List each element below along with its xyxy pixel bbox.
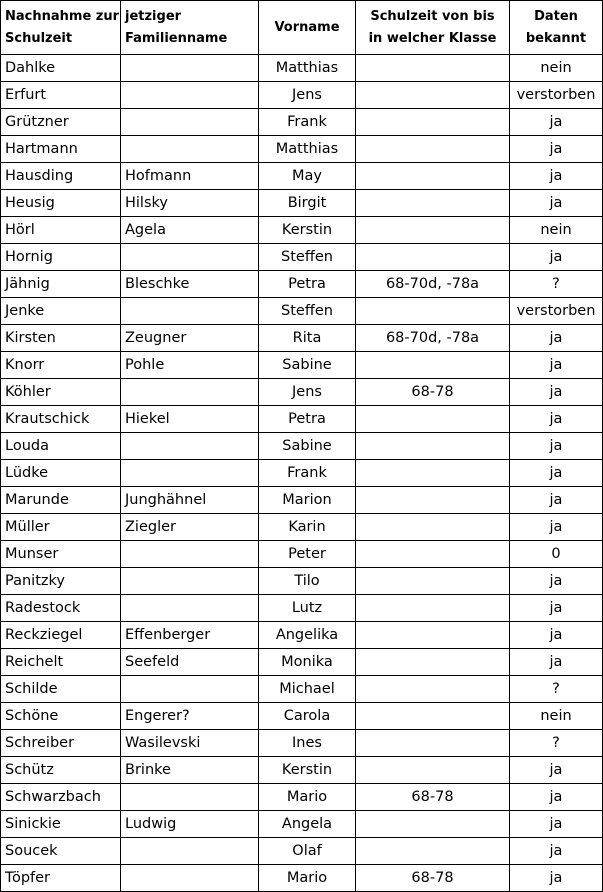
table-row [1,676,603,703]
table-row [1,865,603,892]
cell-familienname [121,298,259,325]
table-row [1,379,603,406]
cell-vorname: Kerstin [259,757,356,784]
cell-daten: nein [510,217,603,244]
cell-vorname: Jens [259,82,356,109]
cell-familienname [121,568,259,595]
cell-schulzeit [356,244,510,271]
cell-vorname: Carola [259,703,356,730]
cell-vorname: Frank [259,460,356,487]
cell-daten: ja [510,379,603,406]
cell-nachname: Jähnig [1,271,121,298]
cell-familienname: Hiekel [121,406,259,433]
header-schulzeit-line2: in welcher Klasse [368,30,497,46]
cell-schulzeit [356,838,510,865]
cell-schulzeit [356,82,510,109]
cell-daten: ja [510,352,603,379]
cell-daten: verstorben [510,82,603,109]
table-row [1,163,603,190]
cell-familienname [121,109,259,136]
table-row [1,460,603,487]
cell-schulzeit: 68-70d, -78a [356,325,510,352]
cell-nachname: Müller [1,514,121,541]
table-row [1,109,603,136]
cell-daten: ja [510,568,603,595]
table-row [1,622,603,649]
table-row [1,433,603,460]
cell-familienname: Wasilevski [121,730,259,757]
cell-vorname: Matthias [259,55,356,82]
cell-daten: ja [510,109,603,136]
cell-daten: ja [510,325,603,352]
cell-vorname: Mario [259,784,356,811]
cell-schulzeit [356,136,510,163]
header-nachname [1,1,121,55]
cell-daten: ja [510,622,603,649]
cell-schulzeit: 68-78 [356,865,510,892]
cell-schulzeit [356,487,510,514]
cell-vorname: Sabine [259,433,356,460]
header-nachname-line1: Nachnahme zur [5,8,120,24]
header-familienname-line1: jetziger [125,8,182,24]
cell-vorname: Matthias [259,136,356,163]
cell-daten: ? [510,676,603,703]
table-row [1,838,603,865]
table-row [1,514,603,541]
cell-nachname: Sinickie [1,811,121,838]
table-row [1,487,603,514]
cell-familienname [121,244,259,271]
cell-daten: ja [510,190,603,217]
table-row [1,55,603,82]
cell-nachname: Kirsten [1,325,121,352]
cell-familienname [121,595,259,622]
cell-daten: ja [510,595,603,622]
cell-familienname [121,55,259,82]
cell-familienname: Ziegler [121,514,259,541]
cell-vorname: May [259,163,356,190]
cell-vorname: Monika [259,649,356,676]
cell-daten: ja [510,433,603,460]
cell-nachname: Heusig [1,190,121,217]
cell-daten: ja [510,838,603,865]
table-row [1,298,603,325]
cell-nachname: Radestock [1,595,121,622]
cell-familienname: Brinke [121,757,259,784]
cell-schulzeit [356,163,510,190]
cell-schulzeit [356,541,510,568]
cell-schulzeit [356,622,510,649]
table-row [1,811,603,838]
cell-daten: ja [510,406,603,433]
cell-nachname: Hörl [1,217,121,244]
cell-schulzeit [356,298,510,325]
cell-nachname: Louda [1,433,121,460]
cell-schulzeit [356,190,510,217]
cell-schulzeit: 68-70d, -78a [356,271,510,298]
cell-schulzeit [356,352,510,379]
cell-schulzeit [356,676,510,703]
cell-daten: ja [510,811,603,838]
cell-schulzeit [356,649,510,676]
table-row [1,352,603,379]
table-body [1,55,603,892]
cell-daten: ja [510,865,603,892]
cell-daten: ja [510,487,603,514]
cell-familienname: Agela [121,217,259,244]
cell-vorname: Tilo [259,568,356,595]
header-familienname-line2: Familienname [125,30,228,46]
cell-schulzeit [356,406,510,433]
cell-vorname: Michael [259,676,356,703]
cell-daten: ja [510,757,603,784]
cell-nachname: Reichelt [1,649,121,676]
cell-vorname: Karin [259,514,356,541]
cell-nachname: Hornig [1,244,121,271]
cell-nachname: Dahlke [1,55,121,82]
cell-nachname: Krautschick [1,406,121,433]
cell-vorname: Ines [259,730,356,757]
cell-familienname: Bleschke [121,271,259,298]
header-vorname: Vorname [259,1,356,55]
table-row [1,784,603,811]
cell-vorname: Angela [259,811,356,838]
table-row [1,568,603,595]
cell-familienname: Hofmann [121,163,259,190]
cell-vorname: Angelika [259,622,356,649]
table-row [1,325,603,352]
cell-vorname: Steffen [259,244,356,271]
cell-nachname: Grützner [1,109,121,136]
table-row [1,730,603,757]
cell-nachname: Soucek [1,838,121,865]
cell-nachname: Töpfer [1,865,121,892]
cell-nachname: Schütz [1,757,121,784]
cell-nachname: Panitzky [1,568,121,595]
cell-vorname: Sabine [259,352,356,379]
cell-daten: ja [510,514,603,541]
cell-vorname: Petra [259,271,356,298]
cell-schulzeit [356,757,510,784]
cell-daten: nein [510,703,603,730]
header-schulzeit-line1: Schulzeit von bis [370,8,495,24]
cell-vorname: Frank [259,109,356,136]
cell-nachname: Lüdke [1,460,121,487]
cell-familienname: Seefeld [121,649,259,676]
cell-familienname: Hilsky [121,190,259,217]
table-row [1,595,603,622]
cell-schulzeit [356,595,510,622]
header-schulzeit [356,1,510,55]
cell-nachname: Schilde [1,676,121,703]
cell-vorname: Lutz [259,595,356,622]
cell-familienname: Effenberger [121,622,259,649]
cell-nachname: Reckziegel [1,622,121,649]
cell-daten: 0 [510,541,603,568]
cell-daten: verstorben [510,298,603,325]
cell-familienname [121,541,259,568]
table-row [1,136,603,163]
cell-familienname: Ludwig [121,811,259,838]
cell-familienname [121,460,259,487]
table-row [1,406,603,433]
cell-vorname: Kerstin [259,217,356,244]
cell-schulzeit [356,433,510,460]
cell-familienname [121,838,259,865]
cell-nachname: Erfurt [1,82,121,109]
table-row [1,244,603,271]
cell-nachname: Hausding [1,163,121,190]
cell-nachname: Schwarzbach [1,784,121,811]
cell-familienname [121,136,259,163]
cell-nachname: Knorr [1,352,121,379]
cell-nachname: Jenke [1,298,121,325]
cell-vorname: Jens [259,379,356,406]
cell-familienname: Engerer? [121,703,259,730]
header-daten-line1: Daten [534,8,578,24]
cell-familienname [121,433,259,460]
cell-nachname: Köhler [1,379,121,406]
cell-daten: ja [510,244,603,271]
cell-familienname: Zeugner [121,325,259,352]
table-row [1,217,603,244]
table-row [1,271,603,298]
cell-vorname: Steffen [259,298,356,325]
cell-familienname [121,865,259,892]
cell-daten: ja [510,784,603,811]
cell-schulzeit [356,730,510,757]
cell-schulzeit: 68-78 [356,379,510,406]
header-row [1,1,603,55]
cell-familienname [121,784,259,811]
header-daten-line2: bekannt [525,30,587,46]
cell-daten: ja [510,163,603,190]
cell-schulzeit [356,55,510,82]
cell-nachname: Munser [1,541,121,568]
cell-daten: ja [510,649,603,676]
cell-schulzeit [356,568,510,595]
cell-schulzeit [356,109,510,136]
cell-nachname: Marunde [1,487,121,514]
cell-daten: ja [510,460,603,487]
header-nachname-line2: Schulzeit [5,30,73,46]
cell-schulzeit [356,703,510,730]
table-row [1,82,603,109]
cell-schulzeit [356,514,510,541]
cell-vorname: Mario [259,865,356,892]
table-row [1,541,603,568]
table-row [1,649,603,676]
cell-familienname: Pohle [121,352,259,379]
cell-vorname: Peter [259,541,356,568]
cell-familienname [121,82,259,109]
header-daten [510,1,603,55]
cell-nachname: Schöne [1,703,121,730]
cell-vorname: Rita [259,325,356,352]
table-row [1,757,603,784]
cell-familienname [121,676,259,703]
header-familienname [121,1,259,55]
cell-vorname: Petra [259,406,356,433]
cell-vorname: Birgit [259,190,356,217]
cell-schulzeit [356,217,510,244]
cell-schulzeit [356,460,510,487]
cell-nachname: Hartmann [1,136,121,163]
cell-daten: ja [510,136,603,163]
cell-vorname: Olaf [259,838,356,865]
cell-schulzeit: 68-78 [356,784,510,811]
cell-schulzeit [356,811,510,838]
cell-familienname: Junghähnel [121,487,259,514]
cell-familienname [121,379,259,406]
cell-daten: ? [510,730,603,757]
cell-vorname: Marion [259,487,356,514]
cell-daten: nein [510,55,603,82]
cell-nachname: Schreiber [1,730,121,757]
table-row [1,190,603,217]
table-row [1,703,603,730]
cell-daten: ? [510,271,603,298]
